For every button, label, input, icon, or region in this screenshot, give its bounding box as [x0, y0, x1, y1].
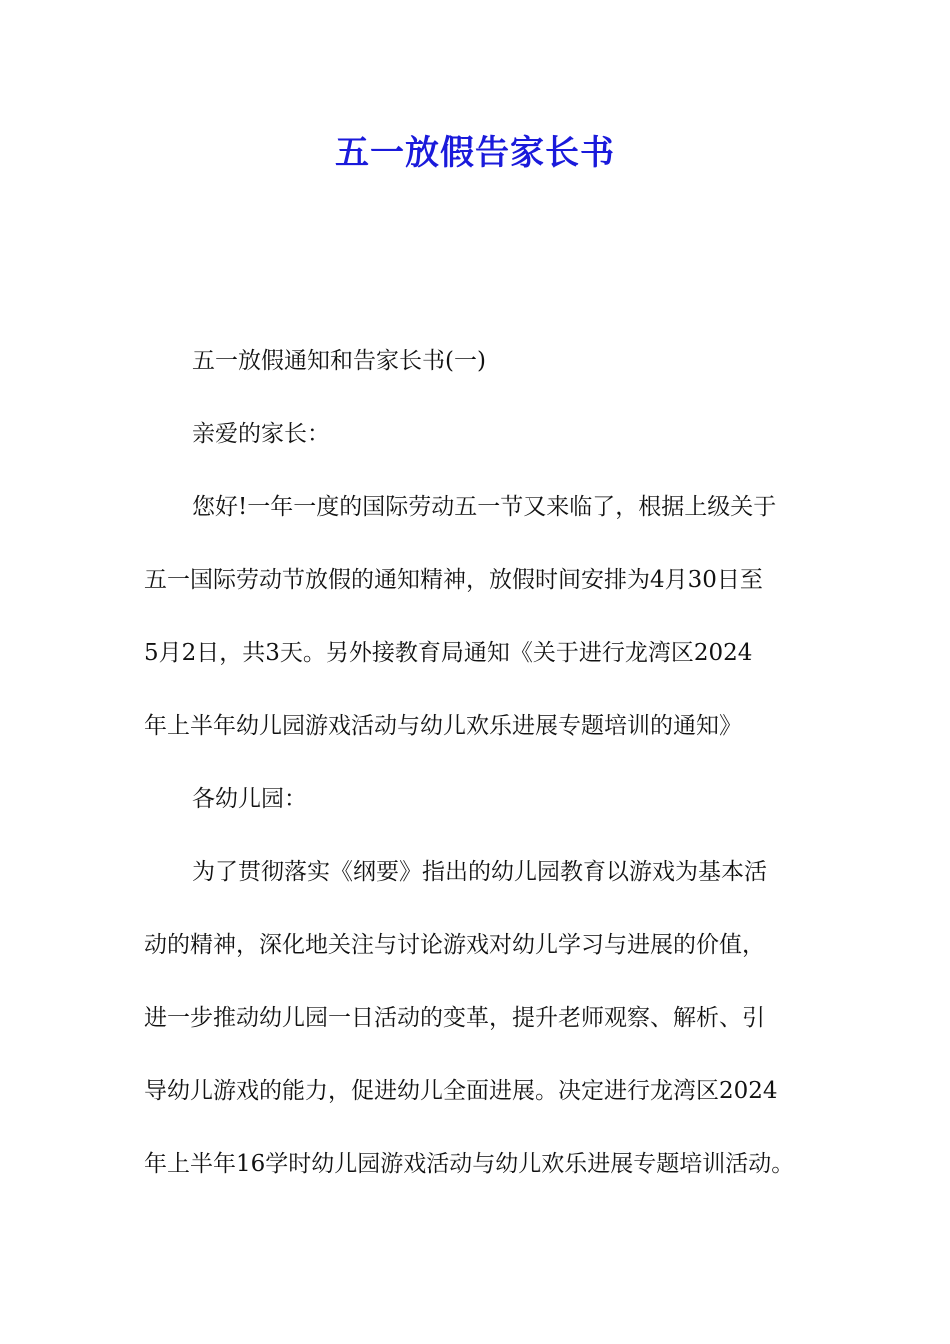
paragraph-line: 进一步推动幼儿园一日活动的变革，提升老师观察、解析、引 [144, 1005, 765, 1031]
document-body [144, 334, 824, 1210]
salutation-kindergartens: 各幼儿园： [192, 786, 307, 812]
paragraph-line: 五一国际劳动节放假的通知精神，放假时间安排为4月30日至 [144, 567, 763, 593]
paragraph-line: 动的精神，深化地关注与讨论游戏对幼儿学习与进展的价值， [144, 932, 765, 958]
document-title: 五一放假告家长书 [335, 133, 615, 173]
paragraph-line: 导幼儿游戏的能力，促进幼儿全面进展。决定进行龙湾区2024 [144, 1078, 778, 1104]
notice-heading: 五一放假通知和告家长书(一) [192, 348, 486, 374]
paragraph-line: 5月2日，共3天。另外接教育局通知《关于进行龙湾区2024 [144, 640, 753, 666]
paragraph-line: 年上半年16学时幼儿园游戏活动与幼儿欢乐进展专题培训活动。 [144, 1151, 795, 1177]
paragraph-line: 您好!一年一度的国际劳动五一节又来临了，根据上级关于 [192, 494, 777, 520]
salutation: 亲爱的家长： [192, 421, 330, 447]
paragraph-line: 年上半年幼儿园游戏活动与幼儿欢乐进展专题培训的通知》 [144, 713, 742, 739]
paragraph-line: 为了贯彻落实《纲要》指出的幼儿园教育以游戏为基本活 [192, 859, 767, 885]
